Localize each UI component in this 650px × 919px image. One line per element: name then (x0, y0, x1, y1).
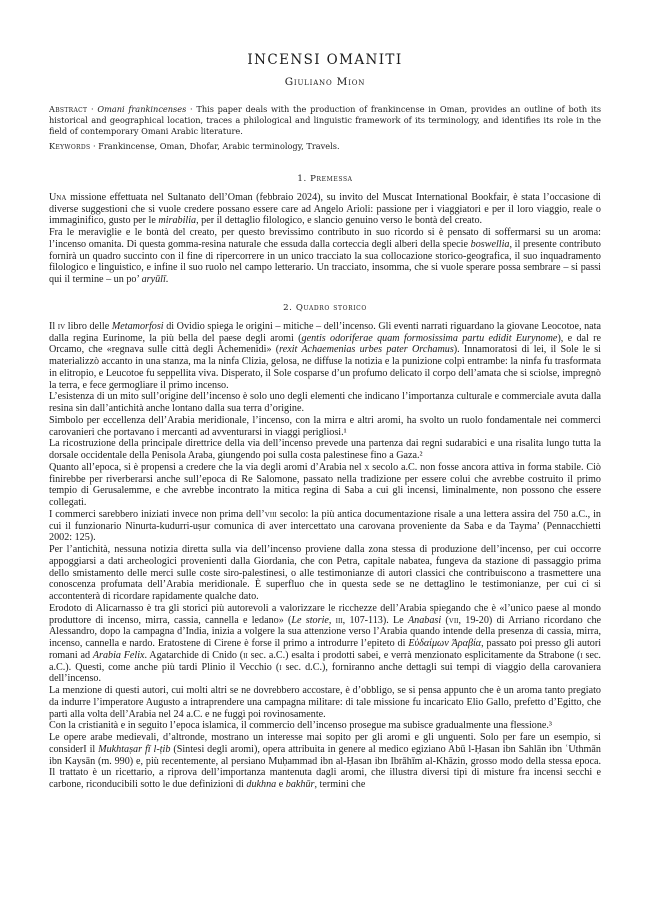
italic-text: Anabasi (407, 614, 442, 626)
italic-text: Arabia Felix (92, 649, 145, 661)
paragraph (49, 732, 601, 791)
text: secolo: la più antica documentazione risale a una lettera assira del 750 a.C., in cui il funzionario Ninurta-kudurri-uṣur comunica di aver intercettato una carovana proveniente da Saba e da Tayma’ (Pennacchietti 2002: 125). (49, 508, 601, 544)
text: Erodoto di Alicarnasso è tra gli storici più autorevoli a valorizzare le ricchezze dell’Arabia spiegando che è «l’unico paese al mondo produttore di incenso, mirra, cassia, cannella e ledano» ( (49, 602, 601, 626)
text: Le opere arabe medievali, d’altronde, mostrano un interesse mai sopito per gli aromi e gli unguenti. Solo per fare un esempio, si considerI il (49, 732, 601, 755)
author-name: Giuliano Mion (284, 76, 366, 88)
text: . Agatarchide di Cnido ( (144, 649, 244, 661)
italic-text: dukhna (246, 779, 277, 791)
paragraph (49, 462, 601, 509)
text: sec. a.C.). Questi, come anche più tardi Plinio il Vecchio ( (49, 649, 601, 673)
keywords-label: Keywords (49, 140, 91, 151)
text: di Ovidio spiega le origini – mitiche – dell’incenso. Gli eventi narrati riguardano la giovane Leocotoe, nata dalla regina Eurinome, la più bella del paese degli aromi ( (49, 320, 601, 344)
italic-text: boswellia (470, 238, 510, 250)
abstract-italic-title: Omani frankincenses (97, 104, 187, 114)
paragraph: Con la cristianità e in seguito l’epoca islamica, il commercio dell’incenso prosegue ma subisce gradualmente una flessione.³ (49, 720, 552, 732)
text: Il (49, 320, 58, 332)
italic-text: rexit Achaemenias urbes pater Orchamus (279, 344, 454, 356)
abstract (49, 104, 601, 138)
keywords-text: · Frankincense, Oman, Dhofar, Arabic terminology, Travels. (90, 140, 340, 151)
italic-text: Εὐδαίμων Ἀραβία (408, 638, 482, 650)
paper-title: INCENSI OMANITI (247, 52, 403, 68)
text: sec. a.C.) esalta i prodotti sabei, e verrà menzionato esplicitamente da Strabone ( (247, 649, 581, 661)
small-caps-numeral: ii (243, 649, 248, 661)
abstract-sep: · (186, 104, 197, 114)
italic-text: bakhūr (285, 779, 315, 791)
text: secolo a.C. non fosse ancora attiva in forma stabile. Ciò finirebbe per riverberarsi anche sull’epoca di Re Salomone, passato nella tradizione per essere colui che avrebbe costruito il primo tempio di Gerusalemme, e che avrebbe incontrato la mitica regina di Saba a cui gli incensi, liminalmente, non possono che essere collegati. (49, 461, 601, 509)
text: Fra le meraviglie e le bontà del creato, per questo brevissimo contributo in suo ricordo si è pensato di soffermarsi su un aroma: l’incenso omanita. Di questa gomma-resina naturale che essuda dalla corteccia degli alberi della specie (49, 227, 601, 250)
paragraph: La ricostruzione della principale direttrice della via dell’incenso prevede una partenza dai regni sudarabici e una risalita lungo tutta la dorsale occidentale della Penisola Araba, giungendo poi sulla costa palestinese fino a Gaza.² (49, 438, 601, 462)
paragraph (49, 509, 601, 544)
abstract-label: Abstract (49, 104, 88, 114)
text: I commerci sarebbero iniziati invece non prima dell’ (49, 508, 265, 520)
italic-text: Metamorfosi (111, 320, 164, 332)
paragraph: La menzione di questi autori, cui molti altri se ne dovrebbero accostare, è d’obbligo, se si pensa appunto che è un aroma tanto pregiato da indurre l’imperatore Augusto a intraprendere una campagna militare: di tale missione fu incaricato Elio Gallo, prefetto d’Egitto, che partì alla volta dell’Arabia nel 24 a.C. e ne fuggì poi rovinosamente. (49, 685, 601, 720)
small-caps-numeral: i (580, 649, 583, 661)
paragraph (49, 192, 601, 227)
text: (Sintesi degli aromi), opera attribuita in genere al medico egiziano Abū l-Ḥasan ibn Sahlān ibn ʿUthmān ibn Kaysān (m. 990) e, più recentemente, al persiano Muḥammad ibn al-Ḥasan ibn Ibrāhīm al-Khāzin, grosso modo della stessa epoca. Il trattato è un ricettario, a riprova dell’importanza mantenuta dagli aromi, che illustra diversi tipi di misture fra incensi secchi e carbone, riconducibili sotto le due definizioni di (49, 743, 601, 791)
paragraph (49, 227, 601, 286)
paragraph: L’esistenza di un mito sull’origine dell’incenso è solo uno degli elementi che indicano l’importanza culturale e commerciale avuta dalla resina sin dall’antichità anche lontano dalla sua terra d’origine. (49, 391, 601, 415)
paragraph (49, 603, 601, 685)
text: . (165, 274, 169, 286)
paragraph (49, 321, 601, 392)
text: , 107-113). Le (342, 614, 408, 626)
text: missione effettuata nel Sultanato dell’Oman (febbraio 2024), su invito del Muscat International Bookfair, è stata l’occasione di diverse suggestioni che si vuole credere possano essere care ad Angelo Arioli: passione per i viaggiatori e per il loro viaggio, reale o immaginifico, gusto per le (49, 191, 601, 227)
keywords (49, 141, 601, 152)
small-caps-numeral: iii (335, 614, 343, 626)
italic-text: aryūlī (141, 274, 166, 286)
text: ), e dal re Orcamo, che «regnava sulle città degli Achemenidi» ( (49, 332, 601, 356)
paragraph: Per l’antichità, nessuna notizia diretta sulla via dell’incenso proviene dalla zona stessa di produzione dell’incenso, per cui occorre appoggiarsi a dati archeologici provenienti dalla Giordania, che con Petra, capitale nabatea, fungeva da stazione di passaggio prima dello smistamento delle merci sulle coste siro-palestinesi, o alle testimonianze di autori classici che contribuiscono a trasmettere una conoscenza profumata dell’Arabia meridionale. È superfluo che in questa sede se ne dettaglino le testimonianze, per cui ci si accontenterà di ricordare rapidamente qualche dato. (49, 544, 601, 603)
text: , (328, 614, 336, 626)
italic-text: gentis odoriferae quam formosissima partu edidit Eurynome (301, 332, 558, 344)
text: ( (441, 614, 449, 626)
text: libro delle (65, 320, 112, 332)
small-caps-numeral: vii (448, 614, 459, 626)
abstract-sep: · (87, 104, 98, 114)
small-caps-word: Una (49, 191, 67, 203)
small-caps-numeral: i (279, 661, 282, 673)
text: , 19-20) di Arriano ricordano che Alessandro, dopo la campagna d’India, inizia a volgere la sua attenzione verso l’Arabia quando intende della presenza di cassia, mirra, incenso, cannella e nardo. Eratostene di Cirene è forse il primo a introdurre l’epiteto di (49, 614, 601, 650)
section-2-heading: 2. Quadro storico (283, 302, 367, 313)
text: Quanto all’epoca, si è propensi a credere che la via degli aromi d’Arabia nel (49, 461, 365, 473)
text: , per il dettaglio filologico, e slancio genuino verso le bontà del creato. (196, 215, 483, 227)
small-caps-numeral: iv (57, 320, 66, 332)
italic-text: Le storie (291, 614, 329, 626)
paper-page (49, 52, 601, 791)
italic-text: Mukhtaṣar fī l-ṭib (98, 743, 171, 755)
text: sec. d.C.), forniranno anche dettagli sui tempi di viaggio della carovaniera dell’incenso. (49, 661, 601, 685)
text: e (276, 779, 286, 791)
text: ). Innamoratosi di lei, il Sole le si materializzò accanto in una stanza, ma la ninfa Clizia, gelosa, ne diffuse la notizia e la punizione colpì entrambe: la ninfa fu trasformata in elitropio, e Leucotoe fu seppellita viva. Disperato, il Sole cosparse d’un profumo delicato il corpo dell’amata che si sciolse, impregnò la terra, e fece germogliare il primo incenso. (49, 344, 601, 391)
abstract-text: This paper deals with the production of frankincense in Oman, provides an outline of both its historical and geographical location, traces a philological and linguistic framework of its terminology, and identifies its role in the field of contemporary Omani Arabic literature. (49, 104, 602, 137)
section-1-heading: 1. Premessa (297, 173, 353, 184)
text: , passato poi presso gli autori romani ad (49, 638, 602, 661)
small-caps-numeral: x (364, 461, 370, 473)
italic-text: mirabilia (158, 215, 197, 227)
paragraph: Simbolo per eccellenza dell’Arabia meridionale, l’incenso, con la mirra e altri aromi, ha svolto un ruolo fondamentale nei commerci carovanieri che portavano i mercanti ad avventurarsi in viaggi perigliosi.¹ (49, 414, 601, 438)
small-caps-numeral: viii (264, 508, 277, 520)
text: , il presente contributo fornirà un quadro succinto con il fine di ripercorrere in un unico tracciato la sua collocazione storico-geografica, il suo inquadramento filologico e linguistico, e infine il suo ruolo nel campo letterario. Un tracciato, insomma, che si vuole sperare possa sembrare – si passi qui il termine – un po’ (49, 238, 601, 286)
text: , termini che (314, 779, 366, 791)
